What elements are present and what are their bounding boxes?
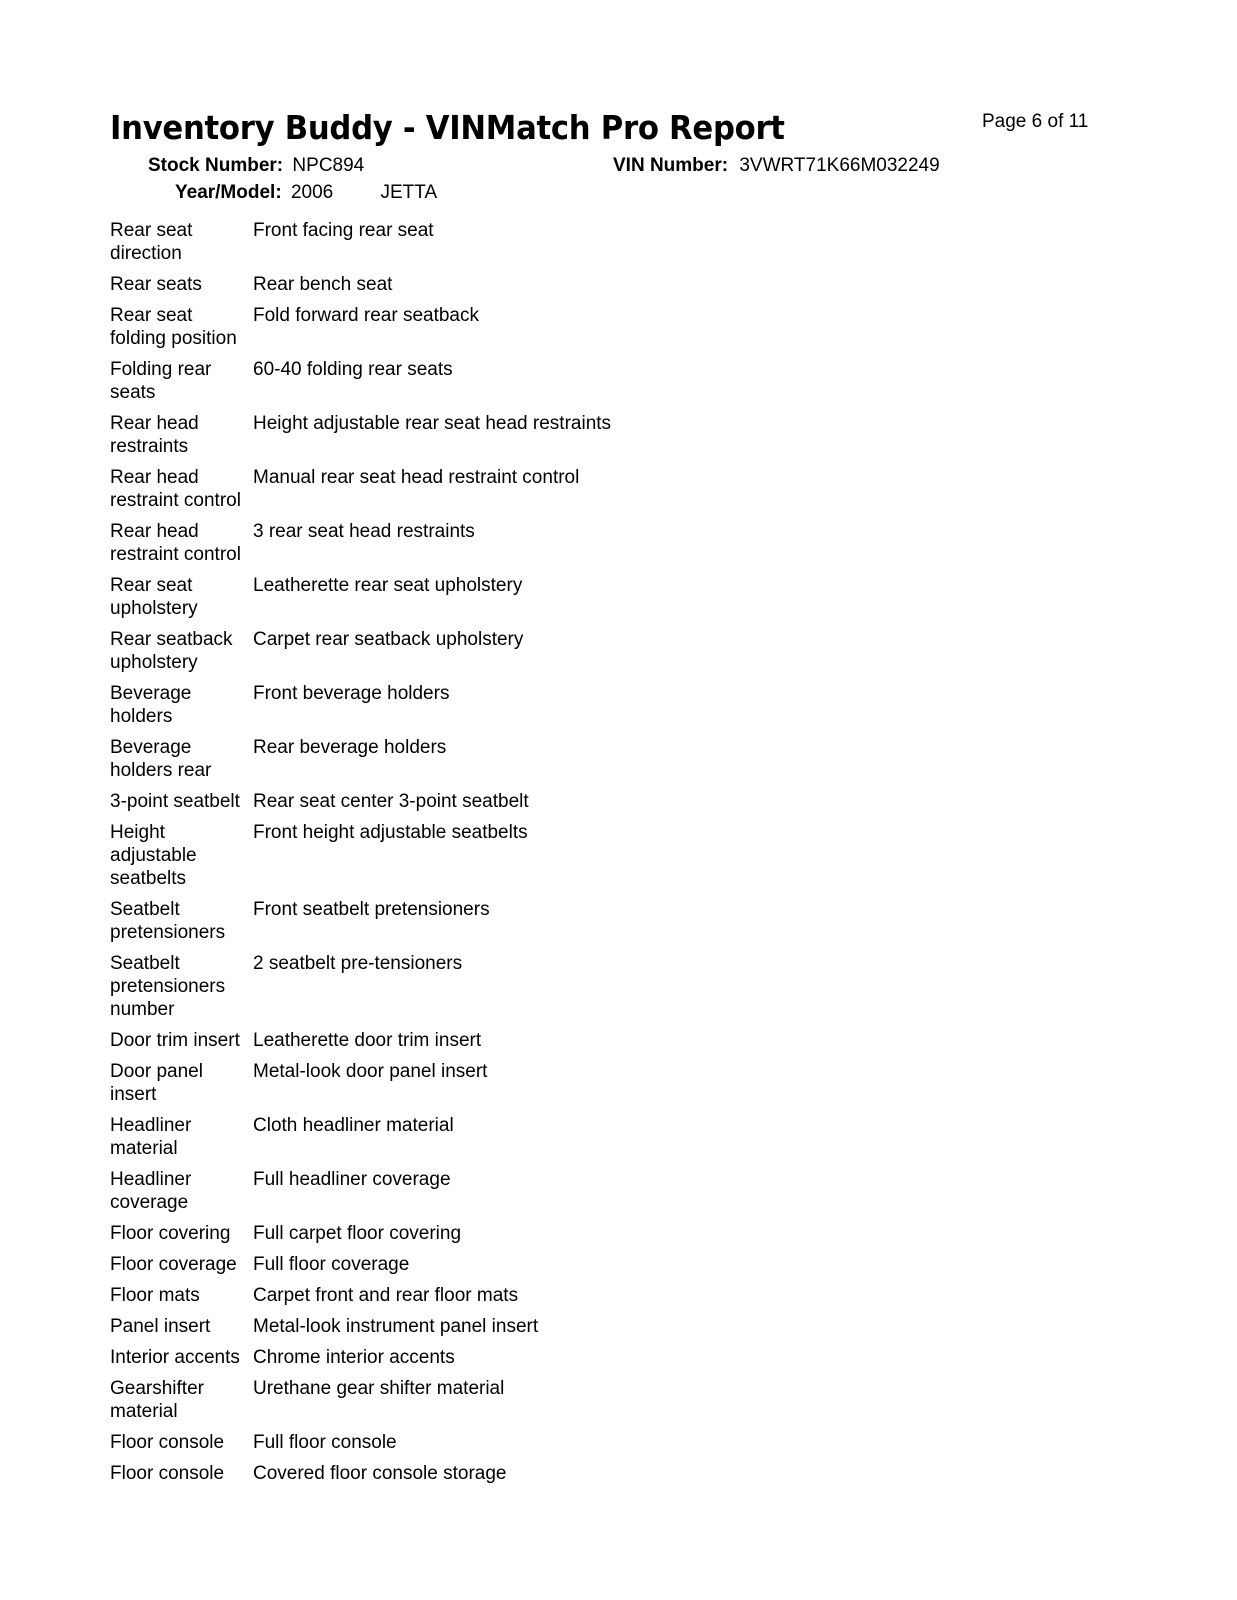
year-model-label: Year/Model:	[175, 182, 282, 203]
feature-value: Urethane gear shifter material	[253, 1378, 505, 1399]
feature-row	[110, 790, 611, 821]
feature-label: Rear seats	[110, 274, 202, 295]
feature-row	[110, 520, 611, 574]
feature-row	[110, 1346, 611, 1377]
feature-row	[110, 466, 611, 520]
feature-value: Full carpet floor covering	[253, 1223, 462, 1244]
feature-value: Metal-look door panel insert	[253, 1061, 488, 1082]
feature-value: Carpet front and rear floor mats	[253, 1285, 519, 1306]
feature-label: Rear seat upholstery	[110, 575, 198, 619]
feature-label: Panel insert	[110, 1316, 211, 1337]
feature-label: Beverage holders	[110, 683, 192, 727]
feature-value: Carpet rear seatback upholstery	[253, 629, 524, 650]
feature-row	[110, 1284, 611, 1315]
feature-value: Full floor coverage	[253, 1254, 410, 1275]
vin-number	[613, 155, 940, 177]
feature-label: Folding rear seats	[110, 359, 212, 403]
feature-row	[110, 273, 611, 304]
feature-value: Front facing rear seat	[253, 220, 434, 241]
feature-label: Rear seatback upholstery	[110, 629, 233, 673]
stock-number	[148, 155, 364, 177]
feature-value: Leatherette door trim insert	[253, 1030, 482, 1051]
feature-row	[110, 952, 611, 1029]
feature-row	[110, 821, 611, 898]
feature-value: Rear bench seat	[253, 274, 393, 295]
feature-value: 3 rear seat head restraints	[253, 521, 475, 542]
vin-number-value: 3VWRT71K66M032249	[739, 155, 940, 176]
feature-label: Door trim insert	[110, 1030, 240, 1051]
feature-value: Cloth headliner material	[253, 1115, 454, 1136]
feature-value: 2 seatbelt pre-tensioners	[253, 953, 463, 974]
feature-label: Floor console	[110, 1432, 225, 1453]
feature-row	[110, 304, 611, 358]
feature-row	[110, 1431, 611, 1462]
feature-row	[110, 1222, 611, 1253]
feature-label: Floor console	[110, 1463, 225, 1484]
feature-row	[110, 736, 611, 790]
feature-value: Front seatbelt pretensioners	[253, 899, 490, 920]
feature-label: Seatbelt pretensioners	[110, 899, 226, 943]
feature-row	[110, 574, 611, 628]
feature-row	[110, 1060, 611, 1114]
feature-list	[110, 219, 611, 1493]
feature-label: Headliner material	[110, 1115, 192, 1159]
feature-value: Chrome interior accents	[253, 1347, 455, 1368]
feature-label: Rear head restraints	[110, 413, 199, 457]
feature-label: Rear seat folding position	[110, 305, 237, 349]
feature-label: Rear head restraint control	[110, 521, 241, 565]
page-number: Page 6 of 11	[982, 111, 1089, 132]
feature-value: Metal-look instrument panel insert	[253, 1316, 539, 1337]
feature-label: Rear seat direction	[110, 220, 193, 264]
stock-number-label: Stock Number:	[148, 155, 284, 176]
model-value: JETTA	[380, 182, 438, 203]
feature-row	[110, 219, 611, 273]
feature-row	[110, 628, 611, 682]
feature-label: Height adjustable seatbelts	[110, 822, 197, 889]
feature-row	[110, 1462, 611, 1493]
feature-label: Interior accents	[110, 1347, 240, 1368]
feature-label: Rear head restraint control	[110, 467, 241, 511]
stock-number-value: NPC894	[292, 155, 365, 176]
feature-row	[110, 898, 611, 952]
feature-row	[110, 1168, 611, 1222]
feature-row	[110, 412, 611, 466]
year-value: 2006	[290, 182, 334, 203]
feature-value: Rear seat center 3-point seatbelt	[253, 791, 529, 812]
feature-value: Full floor console	[253, 1432, 397, 1453]
feature-row	[110, 1315, 611, 1346]
feature-label: Seatbelt pretensioners number	[110, 953, 226, 1020]
feature-row	[110, 1253, 611, 1284]
feature-value: Manual rear seat head restraint control	[253, 467, 580, 488]
feature-value: Rear beverage holders	[253, 737, 447, 758]
feature-label: Floor coverage	[110, 1254, 237, 1275]
feature-value: Height adjustable rear seat head restraints	[253, 413, 612, 434]
feature-label: Beverage holders rear	[110, 737, 212, 781]
feature-row	[110, 1377, 611, 1431]
feature-value: Covered floor console storage	[253, 1463, 507, 1484]
feature-row	[110, 1029, 611, 1060]
feature-label: Floor covering	[110, 1223, 231, 1244]
feature-value: Front beverage holders	[253, 683, 450, 704]
feature-label: 3-point seatbelt	[110, 791, 240, 812]
feature-row	[110, 358, 611, 412]
feature-value: Leatherette rear seat upholstery	[253, 575, 523, 596]
feature-value: Fold forward rear seatback	[253, 305, 479, 326]
feature-value: 60-40 folding rear seats	[253, 359, 453, 380]
feature-label: Headliner coverage	[110, 1169, 192, 1213]
vin-number-label: VIN Number:	[613, 155, 729, 176]
feature-row	[110, 682, 611, 736]
feature-label: Floor mats	[110, 1285, 200, 1306]
feature-label: Gearshifter material	[110, 1378, 204, 1422]
feature-row	[110, 1114, 611, 1168]
year-model	[175, 182, 437, 204]
feature-value: Full headliner coverage	[253, 1169, 451, 1190]
feature-value: Front height adjustable seatbelts	[253, 822, 528, 843]
report-title: Inventory Buddy - VINMatch Pro Report	[110, 108, 785, 147]
feature-label: Door panel insert	[110, 1061, 203, 1105]
